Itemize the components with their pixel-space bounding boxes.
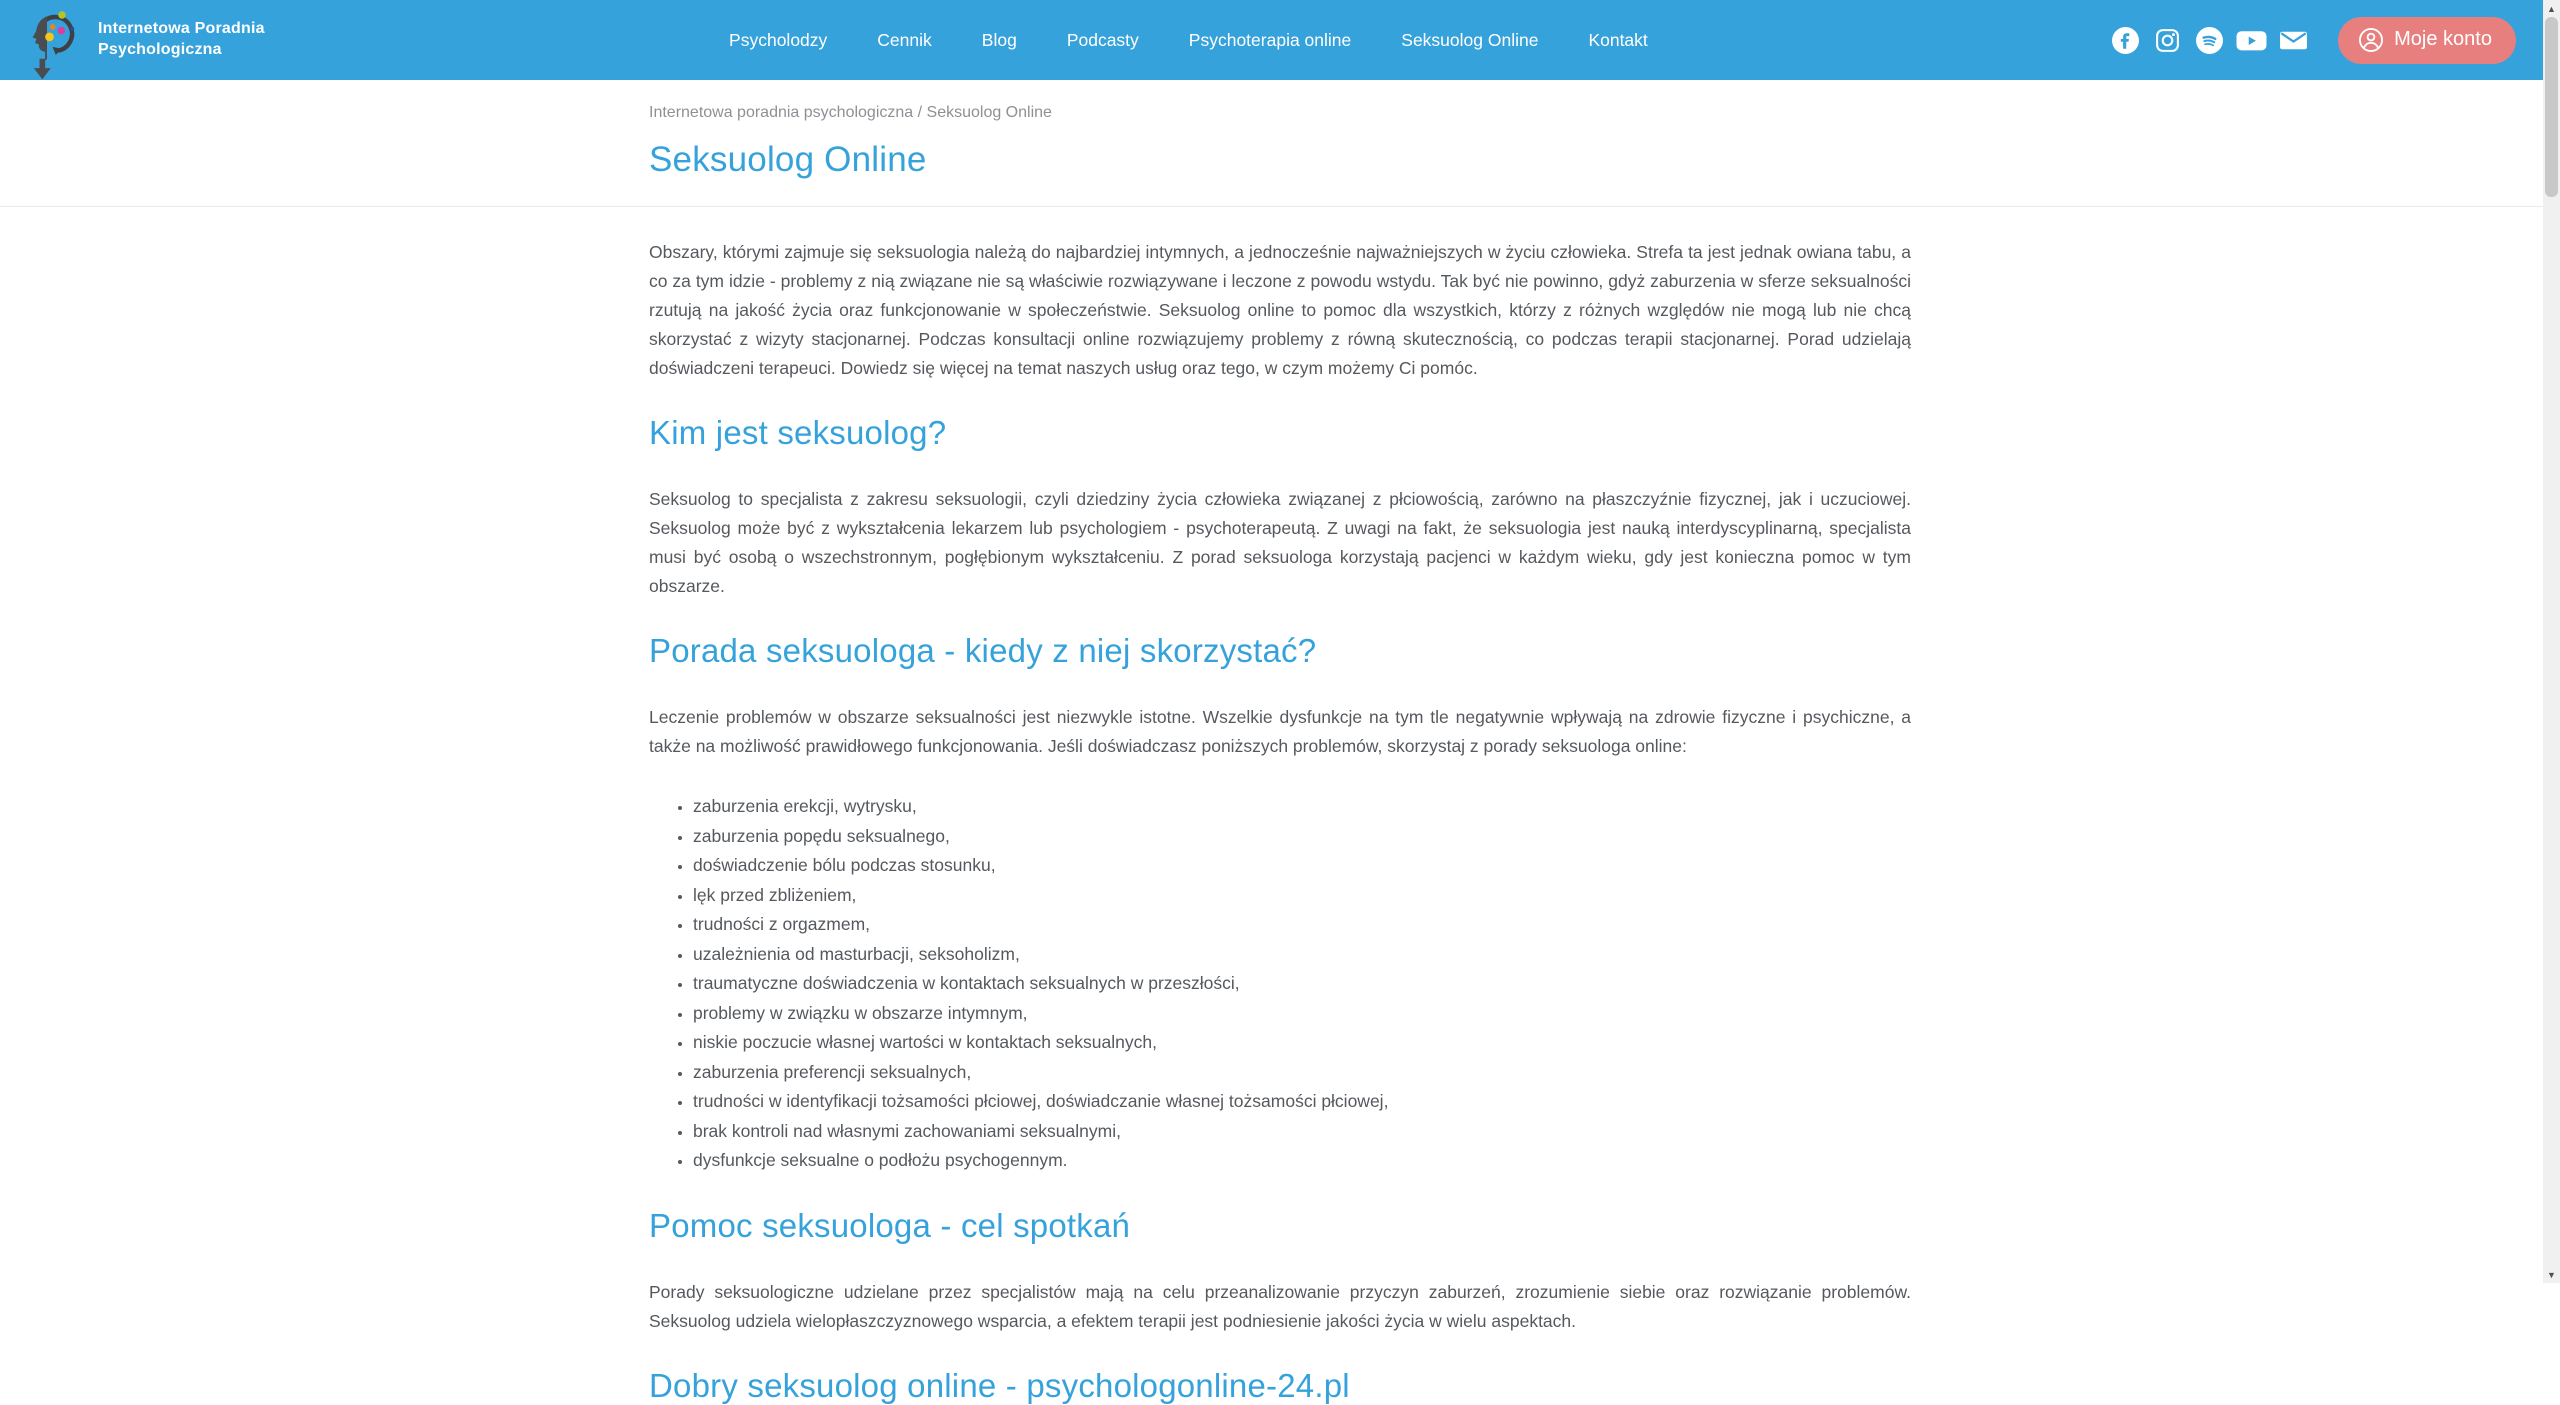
vertical-scrollbar[interactable]	[2543, 0, 2560, 1283]
breadcrumb	[649, 80, 1911, 122]
breadcrumb-home-link[interactable]: Internetowa poradnia psychologiczna	[649, 104, 914, 121]
list-item: • zaburzenia popędu seksualnego,	[693, 822, 1911, 852]
nav-item-blog[interactable]: Blog	[981, 29, 1017, 50]
section-heading-pomoc-seksuologa: Pomoc seksuologa - cel spotkań	[649, 1206, 1131, 1244]
brain-head-logo-icon	[22, 9, 82, 81]
list-item: • lęk przed zbliżeniem,	[693, 881, 1911, 911]
site-header	[0, 0, 2560, 80]
page-header-band	[0, 80, 2560, 207]
section-paragraph: Leczenie problemów w obszarze seksualności jest niezwykle istotne. Wszelkie dysfunkcje na tym tle negatywnie wpływają na zdrowie fizyczne i psychiczne, a także na możliwość prawidłowego funkcjonowania. Jeśli doświadczasz poniższych problemów, skorzystaj z porady seksuologa online:	[649, 707, 1911, 756]
nav-item-psycholodzy[interactable]: Psycholodzy	[729, 29, 828, 50]
header-actions	[2112, 17, 2516, 64]
site-logo[interactable]	[22, 0, 265, 81]
scrollbar-down-arrow-icon[interactable]: ▼	[2547, 1269, 2556, 1280]
nav-item-kontakt[interactable]: Kontakt	[1588, 29, 1648, 50]
nav-item-cennik[interactable]: Cennik	[877, 29, 932, 50]
main-nav	[729, 30, 1648, 51]
scrollbar-up-arrow-icon[interactable]: ▲	[2547, 3, 2556, 14]
main-content	[0, 207, 2560, 1405]
list-item: • uzależnienia od masturbacji, seksoholizm,	[693, 940, 1911, 970]
section-paragraph: Seksuolog to specjalista z zakresu seksuologii, czyli dziedziny życia człowieka związanej z płciowością, zarówno na płaszczyźnie fizycznej, jak i uczuciowej. Seksuolog może być z wykształcenia lekarzem lub psychologiem - psychoterapeutą. Z uwagi na fakt, że seksuologia jest nauką interdyscyplinarną, specjalista musi być osobą o wszechstronnym, pogłębionym wykształceniu. Z porad seksuologa korzystają pacjenci w każdym wieku, gdy jest konieczna pomoc w tym obszarze.	[649, 489, 1911, 596]
list-item: • brak kontroli nad własnymi zachowaniami seksualnymi,	[693, 1117, 1911, 1147]
list-item: • problemy w związku w obszarze intymnym,	[693, 999, 1911, 1029]
breadcrumb-current: Seksuolog Online	[926, 104, 1052, 121]
spotify-icon[interactable]	[2196, 27, 2223, 54]
user-circle-icon	[2358, 27, 2384, 53]
list-item: • zaburzenia preferencji seksualnych,	[693, 1058, 1911, 1088]
page-title: Seksuolog Online	[649, 140, 927, 179]
list-item: • traumatyczne doświadczenia w kontaktach seksualnych w przeszłości,	[693, 969, 1911, 999]
breadcrumb-separator: /	[913, 104, 927, 121]
list-item: • doświadczenie bólu podczas stosunku,	[693, 851, 1911, 881]
intro-paragraph: Obszary, którymi zajmuje się seksuologia należą do najbardziej intymnych, a jednocześnie najważniejszych w życiu człowieka. Strefa ta jest jednak owiana tabu, a co za tym idzie - problemy z nią związane nie są właściwie rozwiązywane i leczone z powodu wstydu. Tak być nie powinno, gdyż zaburzenia w sferze seksualności rzutują na jakość życia oraz funkcjonowanie w społeczeństwie. Seksuolog online to pomoc dla wszystkich, którzy z różnych względów nie mogą lub nie chcą skorzystać z wizyty stacjonarnej. Podczas konsultacji online rozwiązujemy problemy z równą skutecznością, co podczas terapii stacjonarnej. Porad udzielają doświadczeni terapeuci. Dowiedz się więcej na temat naszych usług oraz tego, w czym możemy Ci pomóc.	[649, 242, 1911, 378]
nav-item-seksuolog-online[interactable]: Seksuolog Online	[1401, 29, 1539, 50]
youtube-icon[interactable]	[2238, 27, 2265, 54]
list-item: • niskie poczucie własnej wartości w kontaktach seksualnych,	[693, 1028, 1911, 1058]
instagram-icon[interactable]	[2154, 27, 2181, 54]
list-item: • zaburzenia erekcji, wytrysku,	[693, 792, 1911, 822]
list-item: • trudności w identyfikacji tożsamości płciowej, doświadczanie własnej tożsamości płciowej,	[693, 1087, 1911, 1117]
nav-item-podcasty[interactable]: Podcasty	[1066, 29, 1139, 50]
site-name: Internetowa Poradnia Psychologiczna	[98, 20, 265, 58]
section-heading-kim-jest-seksuolog: Kim jest seksuolog?	[649, 414, 947, 451]
scrollbar-thumb[interactable]	[2545, 17, 2558, 197]
list-item: • dysfunkcje seksualne o podłożu psychogennym.	[693, 1146, 1911, 1176]
section-paragraph: Porady seksuologiczne udzielane przez specjalistów mają na celu przeanalizowanie przyczyn zaburzeń, zrozumienie siebie oraz rozwiązanie problemów. Seksuolog udziela wielopłaszczyznowego wsparcia, a efektem terapii jest podniesienie jakości życia w wielu aspektach.	[649, 1281, 1911, 1331]
nav-item-psychoterapia-online[interactable]: Psychoterapia online	[1188, 29, 1352, 50]
facebook-icon[interactable]	[2112, 27, 2139, 54]
section-heading-dobry-seksuolog-online: Dobry seksuolog online - psychologonline-24.pl	[649, 1366, 1350, 1404]
my-account-label: Moje konto	[2394, 28, 2492, 50]
email-icon[interactable]	[2280, 27, 2307, 54]
list-item: • trudności z orgazmem,	[693, 910, 1911, 940]
section-heading-porada-seksuologa: Porada seksuologa - kiedy z niej skorzystać?	[649, 632, 1317, 669]
my-account-button[interactable]	[2338, 17, 2516, 64]
problems-list	[649, 792, 1911, 1176]
